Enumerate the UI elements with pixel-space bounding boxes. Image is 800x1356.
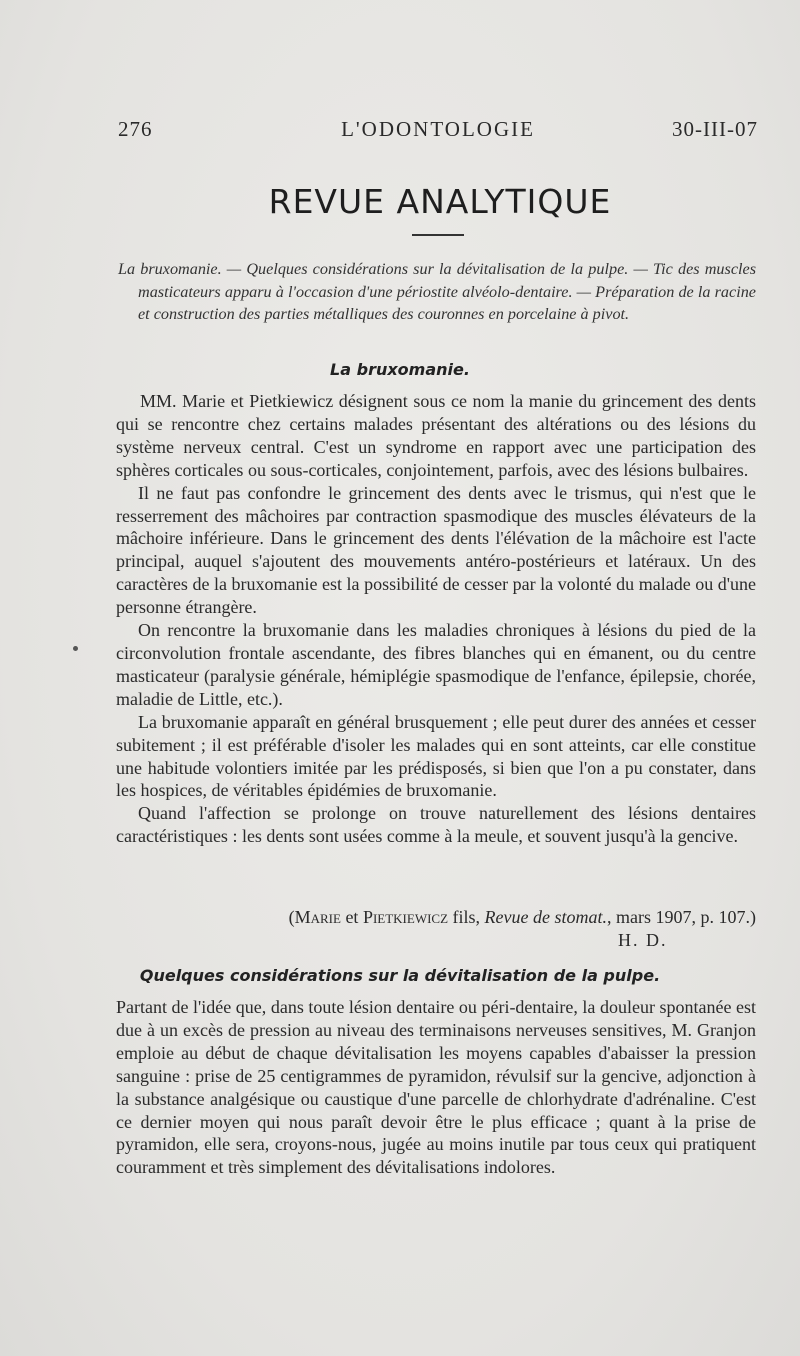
paragraph: La bruxomanie apparaît en général brusquement ; elle peut durer des années et cesser subitement ; il est préférable d'isoler les malades qui en sont atteints, car elle constitue une habitude volontiers imitée par les prédisposés, si bien que l'on a pu constater, dans les hospices, de véritables épidémies de bruxomanie. [116, 711, 756, 801]
paragraph: On rencontre la bruxomanie dans les maladies chroniques à lésions du pied de la circonvolution frontale ascendante, des fibres blanches qui en émanent, ou du centre masticateur (paralysie générale, hémiplégie spasmodique de l'enfance, épilepsie, chorée, maladie de Little, etc.). [116, 620, 756, 709]
section-body-bruxomanie [116, 390, 756, 848]
summary-text: La bruxomanie. — Quelques considérations sur la dévitalisation de la pulpe. — Tic des muscles masticateurs apparu à l'occasion d'une périostite alvéolo-dentaire. — Préparation de la racine et construction des parties métalliques des couronnes en porcelaine à pivot. [118, 260, 756, 323]
issue-date: 30-III-07 [672, 117, 758, 141]
paragraph: MM. Marie et Pietkiewicz désignent sous ce nom la manie du grincement des dents qui se rencontre chez certains malades présentant des altérations ou des lésions du système nerveux central. C'est un syndrome en rapport avec une participation des sphères corticales ou sous-corticales, conjointement, parfois, avec des lésions bulbaires. [116, 391, 756, 480]
journal-name: L'ODONTOLOGIE [341, 117, 535, 141]
page-number: 276 [118, 117, 153, 141]
page-title: REVUE ANALYTIQUE [268, 182, 612, 221]
journal-title: Revue de stomat. [484, 907, 608, 927]
summary-list [118, 258, 756, 326]
paragraph: Il ne faut pas confondre le grincement des dents avec le trismus, qui n'est que le resserrement des mâchoires par contraction spasmodique des muscles élévateurs de la mâchoire inférieure. Dans le grincement des dents l'élévation de la mâchoire est l'acte principal, auquel s'ajoutent des mouvements antéro-postérieurs et latéraux. Un des caractères de la bruxomanie est la possibilité de cesser par la volonté du malade ou d'une personne étrangère. [116, 482, 756, 618]
paragraph: Quand l'affection se prolonge on trouve naturellement des lésions dentaires caractéristiques : les dents sont usées comme à la meule, et souvent jusqu'à la gencive. [116, 803, 756, 847]
citation: (Marie et Pietkiewicz fils, Revue de stomat., mars 1907, p. 107.) [288, 907, 756, 927]
author-initials: H. D. [618, 930, 668, 950]
section-title-devitalisation: Quelques considérations sur la dévitalisation de la pulpe. [139, 966, 661, 985]
scan-speck [73, 646, 78, 651]
section-body-devitalisation [116, 996, 756, 1179]
paragraph: Partant de l'idée que, dans toute lésion dentaire ou péri-dentaire, la douleur spontanée est due à un excès de pression au niveau des terminaisons nerveuses sensitives, M. Granjon emploie au début de chaque dévitalisation les moyens capables d'abaisser la pression sanguine : prise de 25 centigrammes de pyramidon, révulsif sur la gencive, adjonction à la substance analgésique ou caustique d'une parcelle de chlorhydrate d'adrénaline. C'est ce dernier moyen qui nous paraît devoir être le plus efficace ; quant à la prise de pyramidon, elle sera, croyons-nous, jugée au moins inutile par tous ceux qui pratiquent couramment et très simplement des dévitalisations indolores. [116, 997, 756, 1178]
section-title-bruxomanie: La bruxomanie. [330, 360, 470, 379]
title-rule [412, 234, 464, 236]
